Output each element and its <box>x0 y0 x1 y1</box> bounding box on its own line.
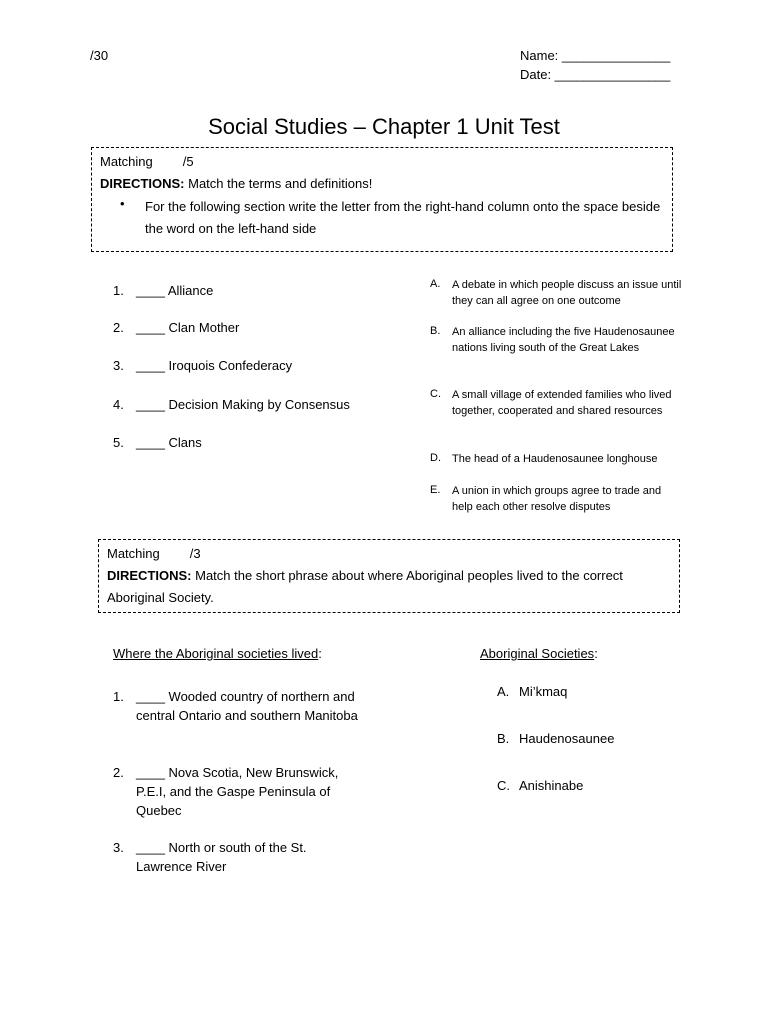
term-number: 4. <box>113 397 124 412</box>
section2-directions-label: DIRECTIONS: <box>107 568 192 583</box>
definition-letter: C. <box>430 388 441 400</box>
bullet-icon: • <box>120 196 125 211</box>
section1-directions-text: Match the terms and definitions! <box>184 176 373 191</box>
term-text: ____ Iroquois Confederacy <box>136 358 293 373</box>
place-number: 2. <box>113 765 124 780</box>
society-letter: C. <box>497 778 510 793</box>
section1-directions-label: DIRECTIONS: <box>100 176 185 191</box>
term-text: ____ Clans <box>136 435 202 450</box>
places-heading-text: Where the Aboriginal societies lived <box>113 646 319 661</box>
term-number: 5. <box>113 435 124 450</box>
definition-letter: B. <box>430 325 441 337</box>
definition-letter: D. <box>430 452 441 464</box>
society-name: Mi’kmaq <box>519 684 568 699</box>
society-letter: B. <box>497 731 510 746</box>
place-number: 3. <box>113 840 124 855</box>
term-number: 2. <box>113 320 124 335</box>
term-number: 3. <box>113 358 124 373</box>
society-name: Haudenosaunee <box>519 731 615 746</box>
section1-bullet-text: For the following section write the letter from the right-hand column onto the space beside the word on the left-hand side <box>145 199 661 236</box>
section1-heading <box>100 151 194 173</box>
section2-heading-label: Matching <box>107 546 160 561</box>
section2-heading <box>107 543 201 565</box>
term-text: ____ Alliance <box>136 283 214 298</box>
societies-heading-colon: : <box>594 646 598 661</box>
definition-text: A union in which groups agree to trade and help each other resolve disputes <box>452 485 662 513</box>
definition-text: A small village of extended families who lived together, cooperated and shared resources <box>452 389 672 417</box>
section2-points: /3 <box>189 546 201 561</box>
places-heading-colon: : <box>318 646 322 661</box>
definition-text: The head of a Haudenosaunee longhouse <box>452 453 658 465</box>
page-title: Social Studies – Chapter 1 Unit Test <box>208 114 560 139</box>
date-field[interactable]: Date: ________________ <box>520 67 671 82</box>
term-number: 1. <box>113 283 124 298</box>
definition-text: A debate in which people discuss an issue until they can all agree on one outcome <box>452 279 682 307</box>
section1-directions <box>100 173 372 195</box>
section1-points: /5 <box>182 154 194 169</box>
society-letter: A. <box>497 684 510 699</box>
total-score: /30 <box>90 48 109 63</box>
place-text: ____ Nova Scotia, New Brunswick, P.E.I, and the Gaspe Peninsula of Quebec <box>136 765 339 818</box>
place-number: 1. <box>113 689 124 704</box>
society-name: Anishinabe <box>519 778 584 793</box>
societies-heading-text: Aboriginal Societies <box>480 646 595 661</box>
section1-heading-label: Matching <box>100 154 153 169</box>
societies-heading <box>480 643 598 665</box>
place-text: ____ North or south of the St. Lawrence River <box>136 840 307 874</box>
definition-letter: A. <box>430 278 441 290</box>
definition-letter: E. <box>430 484 441 496</box>
definition-text: An alliance including the five Haudenosaunee nations living south of the Great Lakes <box>452 326 675 354</box>
place-text: ____ Wooded country of northern and central Ontario and southern Manitoba <box>136 689 358 723</box>
name-field[interactable]: Name: _______________ <box>520 48 671 63</box>
term-text: ____ Decision Making by Consensus <box>136 397 350 412</box>
term-text: ____ Clan Mother <box>136 320 240 335</box>
section2-directions-text: Match the short phrase about where Aboriginal peoples lived to the correct Aboriginal Society. <box>107 568 623 605</box>
places-heading <box>113 643 322 665</box>
section2-directions <box>107 565 673 609</box>
